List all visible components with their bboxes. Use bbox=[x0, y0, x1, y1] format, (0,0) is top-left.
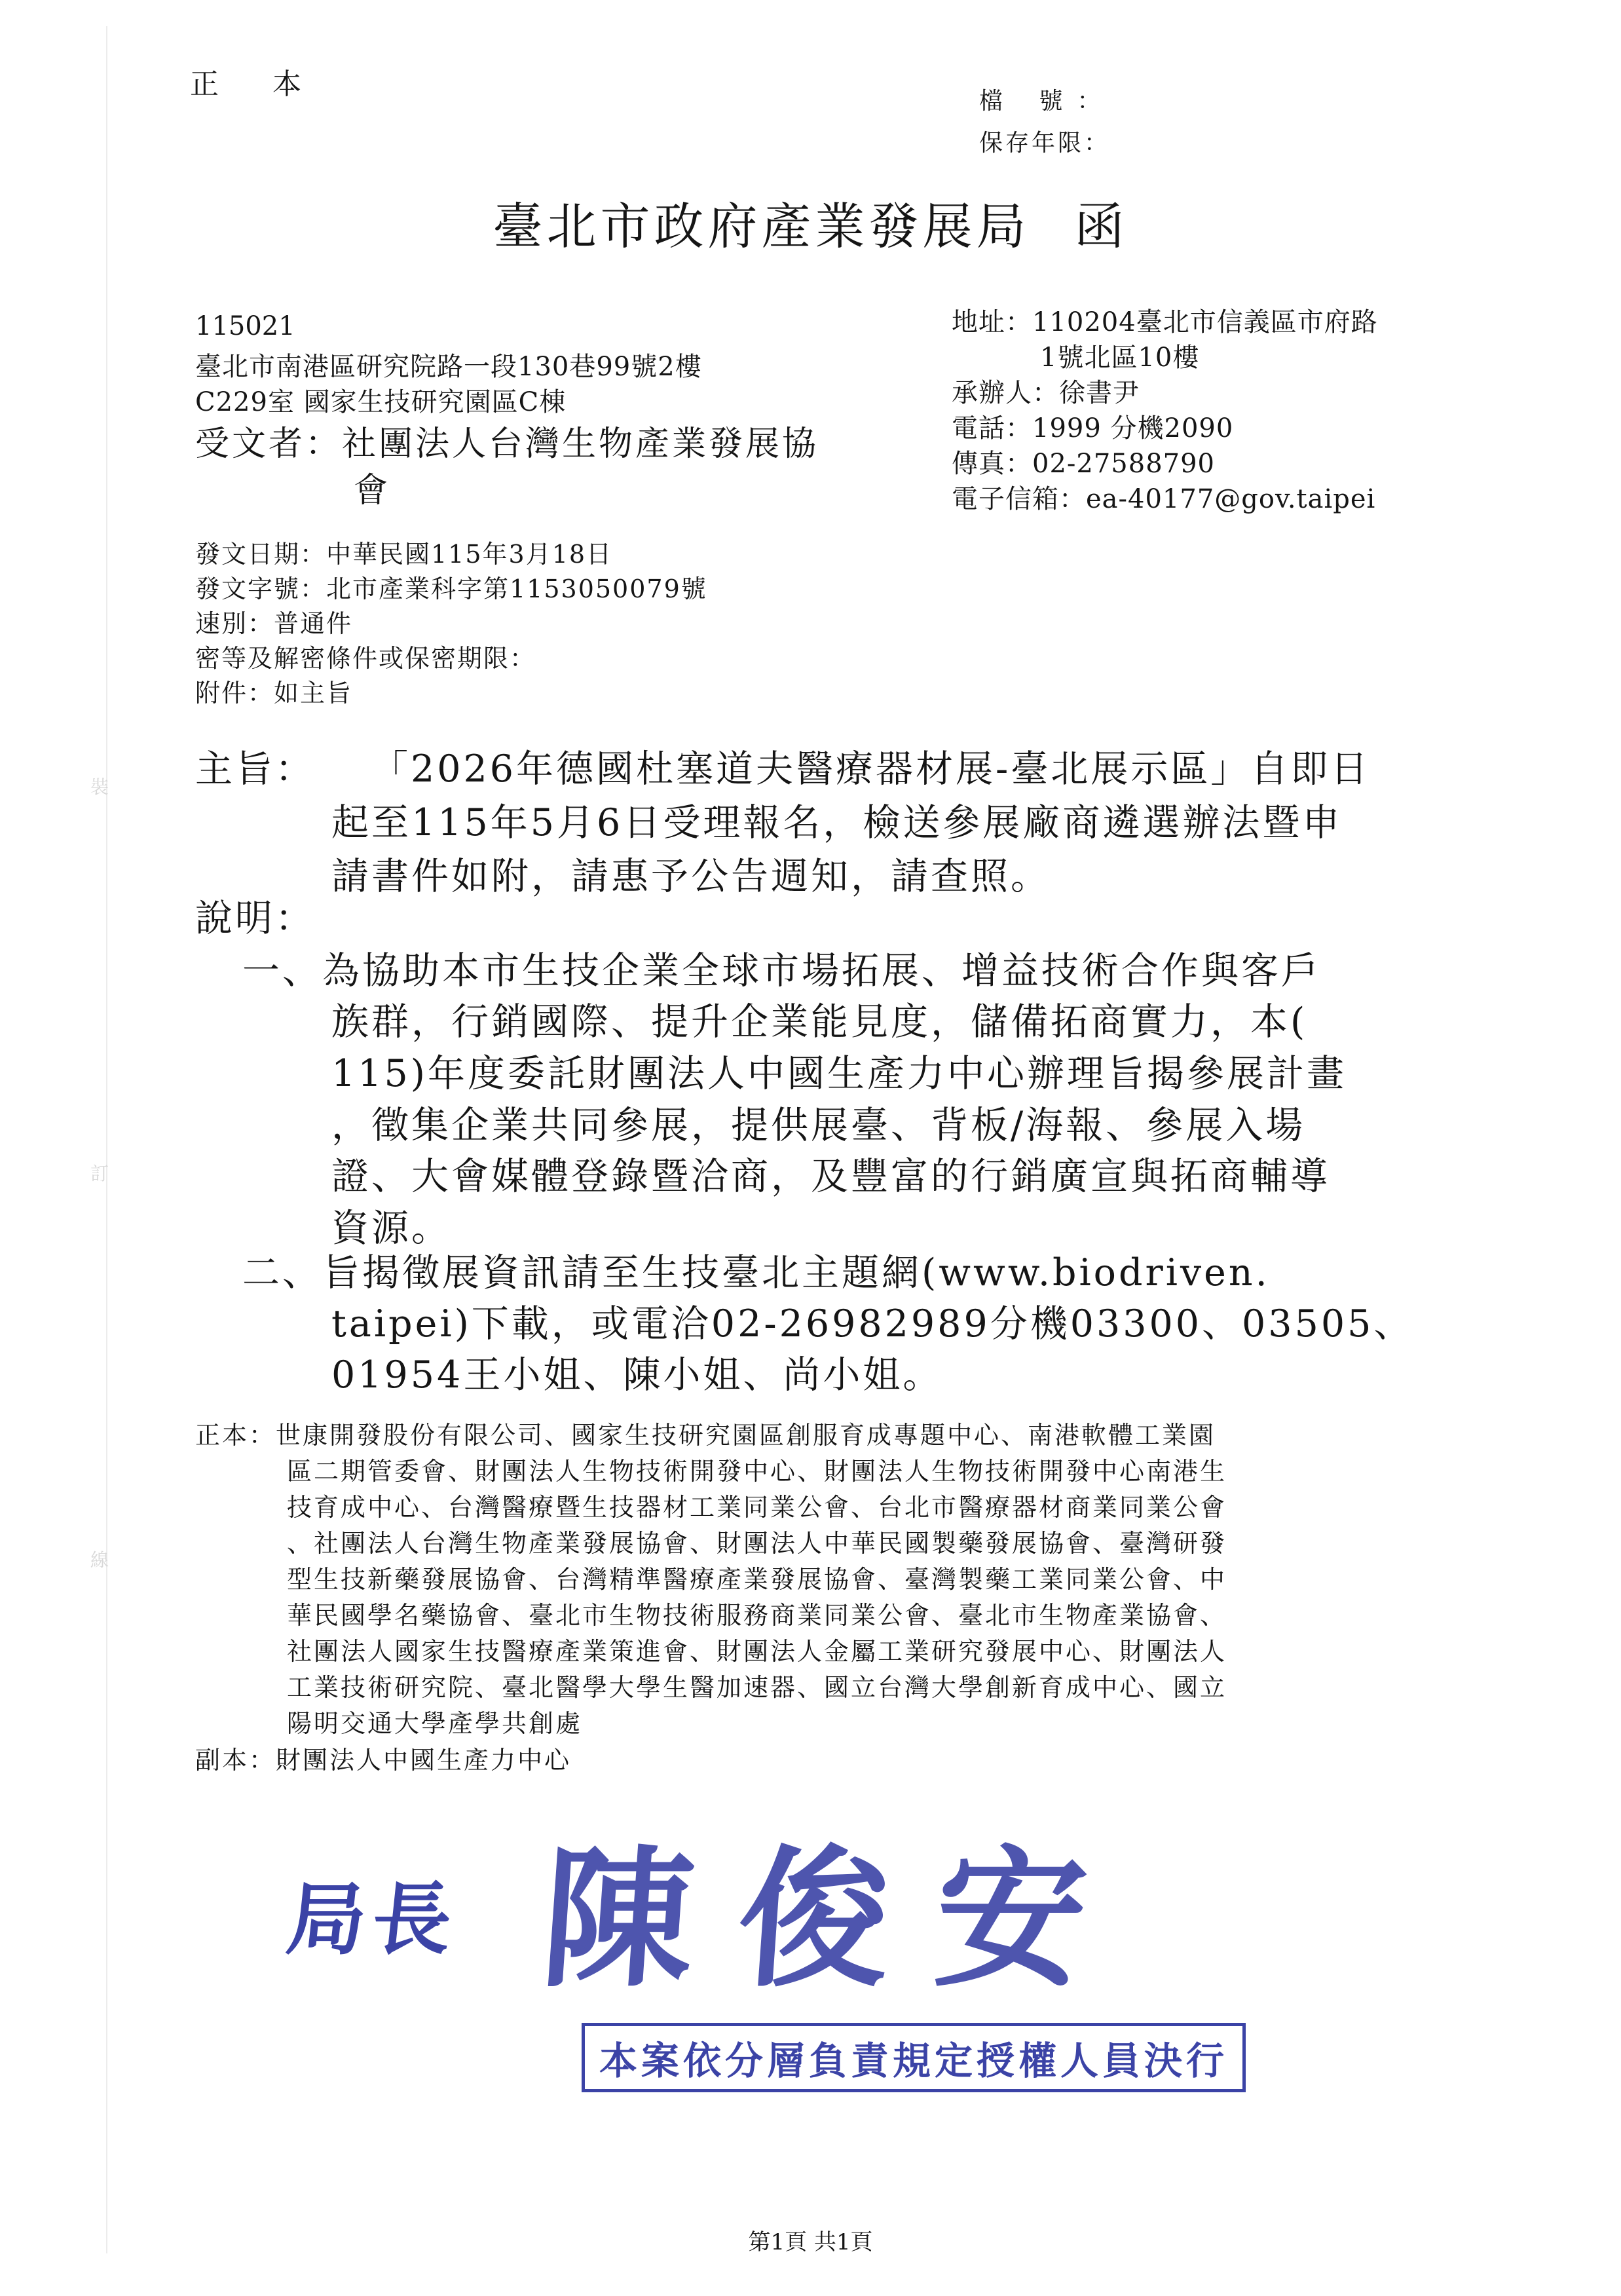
distribution-original-line: 工業技術研究院、臺北醫學大學生醫加速器、國立台灣大學創新育成中心、國立 bbox=[287, 1673, 1227, 1702]
binding-line bbox=[106, 26, 107, 2253]
document-number: 發文字號：北市產業科字第1153050079號 bbox=[195, 574, 707, 603]
binding-mark-zhuang: 裝 bbox=[90, 776, 109, 798]
explanation-item1-line3: 115)年度委託財團法人中國生產力中心辦理旨揭參展計畫 bbox=[331, 1052, 1347, 1095]
distribution-original-line: 華民國學名藥協會、臺北市生物技術服務商業同業公會、臺北市生物產業協會、 bbox=[287, 1601, 1227, 1630]
distribution-original-line: 社團法人國家生技醫療產業策進會、財團法人金屬工業研究發展中心、財團法人 bbox=[287, 1637, 1227, 1666]
original-copy-mark: 正 本 bbox=[190, 67, 324, 101]
explanation-label: 說明： bbox=[195, 897, 315, 940]
explanation-item2-line3: 01954王小姐、陳小姐、尚小姐。 bbox=[331, 1353, 943, 1397]
recipient-label: 受文者： bbox=[195, 424, 343, 464]
explanation-item1-line6: 資源。 bbox=[331, 1207, 451, 1250]
page-number: 第1頁 共1頁 bbox=[748, 2229, 873, 2255]
distribution-original-line: 技育成中心、台灣醫療暨生技器材工業同業公會、台北市醫療器材商業同業公會 bbox=[287, 1493, 1227, 1522]
recipient-name-continued: 會 bbox=[354, 471, 388, 510]
confidentiality-level: 密等及解密條件或保密期限： bbox=[195, 644, 536, 673]
subject-label: 主旨： bbox=[195, 747, 315, 791]
recipient bbox=[195, 416, 819, 465]
explanation-item1-line1: 一、為協助本市生技企業全球市場拓展、增益技術合作與客戶 bbox=[242, 949, 1321, 992]
distribution-original-line: 區二期管委會、財團法人生物技術開發中心、財團法人生物技術開發中心南港生 bbox=[287, 1457, 1227, 1486]
attachment: 附件：如主旨 bbox=[195, 679, 353, 707]
explanation-item1-line4: ，徵集企業共同參展，提供展臺、背板/海報、參展入場 bbox=[331, 1104, 1306, 1147]
director-name-stamp: 陳俊安 bbox=[536, 1833, 1138, 2008]
distribution-original-line: 型生技新藥發展協會、台灣精準醫療產業發展協會、臺灣製藥工業同業公會、中 bbox=[287, 1565, 1227, 1594]
explanation-item2-line1: 二、旨揭徵展資訊請至生技臺北主題網(www.biodriven. bbox=[242, 1251, 1270, 1294]
delivery-speed: 速別：普通件 bbox=[195, 609, 353, 638]
agency-name: 臺北市政府產業發展局 bbox=[493, 197, 1030, 255]
sender-handler: 承辦人：徐書尹 bbox=[952, 378, 1140, 408]
subject-line-1: 「2026年德國杜塞道夫醫療器材展-臺北展示區」自即日 bbox=[371, 747, 1371, 791]
authorization-stamp: 本案依分層負責規定授權人員決行 bbox=[582, 2023, 1246, 2092]
recipient-postal-code: 115021 bbox=[195, 311, 295, 341]
recipient-name: 社團法人台灣生物產業發展協 bbox=[342, 424, 819, 464]
binding-mark-xian: 線 bbox=[90, 1549, 109, 1571]
issue-date: 發文日期：中華民國115年3月18日 bbox=[195, 540, 613, 569]
sender-address: 地址：110204臺北市信義區市府路 bbox=[952, 307, 1378, 337]
binding-mark-ding: 訂 bbox=[90, 1163, 109, 1184]
subject-line-3: 請書件如附，請惠予公告週知，請查照。 bbox=[331, 855, 1051, 898]
sender-email: 電子信箱：ea-40177@gov.taipei bbox=[952, 484, 1376, 514]
document-title bbox=[0, 187, 1621, 258]
sender-fax: 傳真：02-27588790 bbox=[952, 449, 1216, 479]
file-number-label: 檔 號： bbox=[979, 88, 1115, 115]
recipient-address-line1: 臺北市南港區研究院路一段130巷99號2樓 bbox=[195, 352, 702, 382]
retention-period-label: 保存年限： bbox=[979, 130, 1111, 157]
explanation-item2-line2: taipei)下載，或電洽02-26982989分機03300、03505、 bbox=[331, 1302, 1414, 1346]
distribution-original-line: 、社團法人台灣生物產業發展協會、財團法人中華民國製藥發展協會、臺灣研發 bbox=[287, 1529, 1227, 1558]
explanation-item1-line5: 證、大會媒體登錄暨洽商，及豐富的行銷廣宣與拓商輔導 bbox=[331, 1155, 1330, 1198]
distribution-original-line: 陽明交通大學產學共創處 bbox=[287, 1709, 583, 1738]
recipient-address-line2: C229室 國家生技研究園區C棟 bbox=[195, 387, 567, 417]
subject-line-2: 起至115年5月6日受理報名，檢送參展廠商遴選辦法暨申 bbox=[331, 801, 1343, 844]
director-title-stamp: 局長 bbox=[282, 1875, 463, 1966]
distribution-copy: 副本：財團法人中國生產力中心 bbox=[195, 1746, 572, 1775]
sender-address-continued: 1號北區10樓 bbox=[1040, 343, 1200, 373]
document-type: 函 bbox=[1074, 197, 1128, 255]
sender-phone: 電話：1999 分機2090 bbox=[952, 413, 1234, 443]
explanation-item1-line2: 族群，行銷國際、提升企業能見度，儲備拓商實力，本( bbox=[331, 1000, 1308, 1044]
distribution-original-line: 正本：世康開發股份有限公司、國家生技研究園區創服育成專題中心、南港軟體工業園 bbox=[195, 1421, 1216, 1450]
